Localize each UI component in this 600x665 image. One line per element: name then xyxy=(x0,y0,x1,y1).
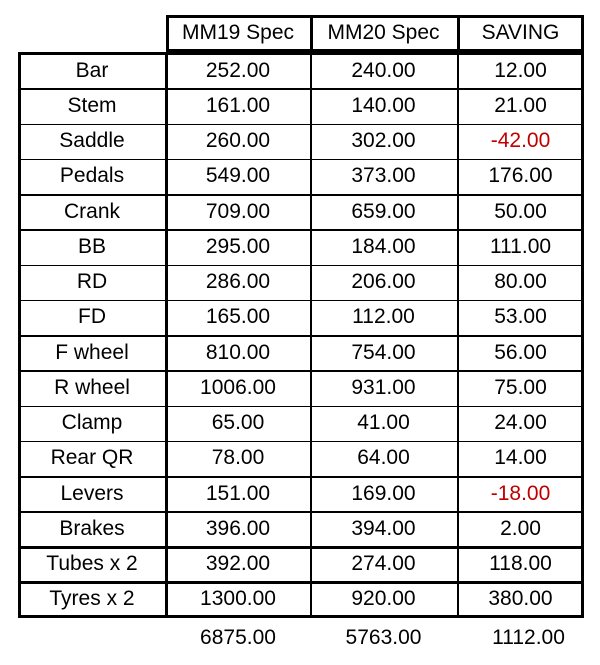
row-label-cell: Saddle xyxy=(59,129,125,153)
grid-vline xyxy=(310,52,312,617)
row-mm19-cell: 165.00 xyxy=(205,305,271,329)
row-mm20-cell: 184.00 xyxy=(351,234,416,258)
grid-hline xyxy=(18,265,584,267)
grid-vline xyxy=(457,52,459,617)
row-saving-cell: 56.00 xyxy=(494,340,547,364)
grid-hline xyxy=(18,88,584,90)
row-label-cell: F wheel xyxy=(55,340,129,364)
row-saving-cell: 380.00 xyxy=(488,587,553,611)
row-mm20-cell: 274.00 xyxy=(351,552,416,576)
row-mm19-cell: 392.00 xyxy=(205,552,271,576)
row-mm19-cell: 65.00 xyxy=(211,411,265,435)
row-mm20-cell: 169.00 xyxy=(351,481,416,505)
row-label-cell: Clamp xyxy=(61,411,123,435)
row-mm20-cell: 140.00 xyxy=(351,93,416,117)
grid-hline xyxy=(18,615,584,618)
row-saving-cell: 80.00 xyxy=(494,270,547,294)
header-saving: SAVING xyxy=(481,21,560,44)
header-mm19: MM19 Spec xyxy=(181,21,295,44)
row-mm19-cell: 709.00 xyxy=(205,199,271,223)
row-label-cell: Rear QR xyxy=(50,446,134,470)
grid-vline xyxy=(310,15,313,51)
row-label-cell: RD xyxy=(76,270,108,294)
row-label-cell: Levers xyxy=(60,481,124,505)
row-saving-cell: 50.00 xyxy=(494,199,547,223)
row-mm19-cell: 161.00 xyxy=(205,93,271,117)
grid-vline xyxy=(165,52,168,617)
row-mm19-cell: 151.00 xyxy=(205,481,271,505)
row-mm20-cell: 931.00 xyxy=(351,375,416,399)
row-mm20-cell: 112.00 xyxy=(352,305,415,329)
row-mm20-cell: 394.00 xyxy=(351,516,416,540)
grid-hline xyxy=(18,229,584,231)
row-label-cell: Tubes x 2 xyxy=(46,552,138,576)
grid-vline xyxy=(457,15,460,51)
row-mm20-cell: 373.00 xyxy=(351,164,416,188)
grid-hline xyxy=(18,511,584,513)
row-label-cell: Brakes xyxy=(59,516,125,540)
row-saving-cell: 53.00 xyxy=(494,305,547,329)
row-label-cell: BB xyxy=(77,234,106,258)
row-mm20-cell: 302.00 xyxy=(351,129,416,153)
grid-hline xyxy=(18,335,584,337)
grid-hline xyxy=(18,194,584,196)
row-mm20-cell: 754.00 xyxy=(351,340,416,364)
row-mm19-cell: 549.00 xyxy=(205,164,271,188)
header-mm20: MM20 Spec xyxy=(327,21,440,44)
grid-hline xyxy=(18,476,584,478)
row-mm19-cell: 286.00 xyxy=(205,270,271,294)
row-saving-cell: -42.00 xyxy=(490,129,551,153)
row-saving-cell: 118.00 xyxy=(489,552,552,576)
row-label-cell: Tyres x 2 xyxy=(49,587,135,611)
grid-hline xyxy=(18,406,584,408)
grid-hline xyxy=(166,15,584,18)
row-mm20-cell: 64.00 xyxy=(357,446,410,470)
row-mm19-cell: 252.00 xyxy=(205,58,271,82)
row-saving-cell: 14.00 xyxy=(494,446,547,470)
grid-vline xyxy=(166,15,169,51)
grid-hline xyxy=(18,52,584,55)
row-saving-cell: 2.00 xyxy=(500,516,541,540)
row-mm20-cell: 240.00 xyxy=(351,58,416,82)
row-saving-cell: 111.00 xyxy=(489,234,552,258)
grid-vline xyxy=(581,15,584,51)
row-mm19-cell: 78.00 xyxy=(211,446,265,470)
row-mm19-cell: 295.00 xyxy=(205,234,271,258)
row-saving-cell: 12.00 xyxy=(494,58,547,82)
row-mm20-cell: 41.00 xyxy=(357,411,410,435)
row-saving-cell: 176.00 xyxy=(488,164,553,188)
row-saving-cell: 21.00 xyxy=(494,93,547,117)
total-saving: 1112.00 xyxy=(492,626,565,649)
total-mm19: 6875.00 xyxy=(200,626,276,649)
grid-hline xyxy=(18,546,584,549)
grid-hline xyxy=(18,159,584,161)
total-mm20: 5763.00 xyxy=(345,626,422,649)
row-mm20-cell: 920.00 xyxy=(351,587,416,611)
row-mm19-cell: 1300.00 xyxy=(200,587,276,611)
row-mm19-cell: 1006.00 xyxy=(200,375,276,399)
grid-hline xyxy=(18,300,584,302)
row-label-cell: FD xyxy=(78,305,106,329)
row-mm19-cell: 396.00 xyxy=(205,516,271,540)
row-saving-cell: 24.00 xyxy=(494,411,547,435)
row-mm20-cell: 659.00 xyxy=(351,199,416,223)
row-label-cell: Crank xyxy=(63,199,121,223)
row-label-cell: Pedals xyxy=(59,164,125,188)
row-label-cell: Stem xyxy=(67,93,117,117)
row-saving-cell: 75.00 xyxy=(494,375,547,399)
row-mm19-cell: 810.00 xyxy=(205,340,271,364)
row-label-cell: R wheel xyxy=(54,375,130,399)
grid-hline xyxy=(18,441,584,443)
row-label-cell: Bar xyxy=(75,58,109,82)
row-mm19-cell: 260.00 xyxy=(205,129,271,153)
grid-hline xyxy=(18,370,584,372)
grid-hline xyxy=(18,581,584,584)
grid-hline xyxy=(18,124,584,126)
row-mm20-cell: 206.00 xyxy=(351,270,416,294)
row-saving-cell: -18.00 xyxy=(490,481,551,505)
